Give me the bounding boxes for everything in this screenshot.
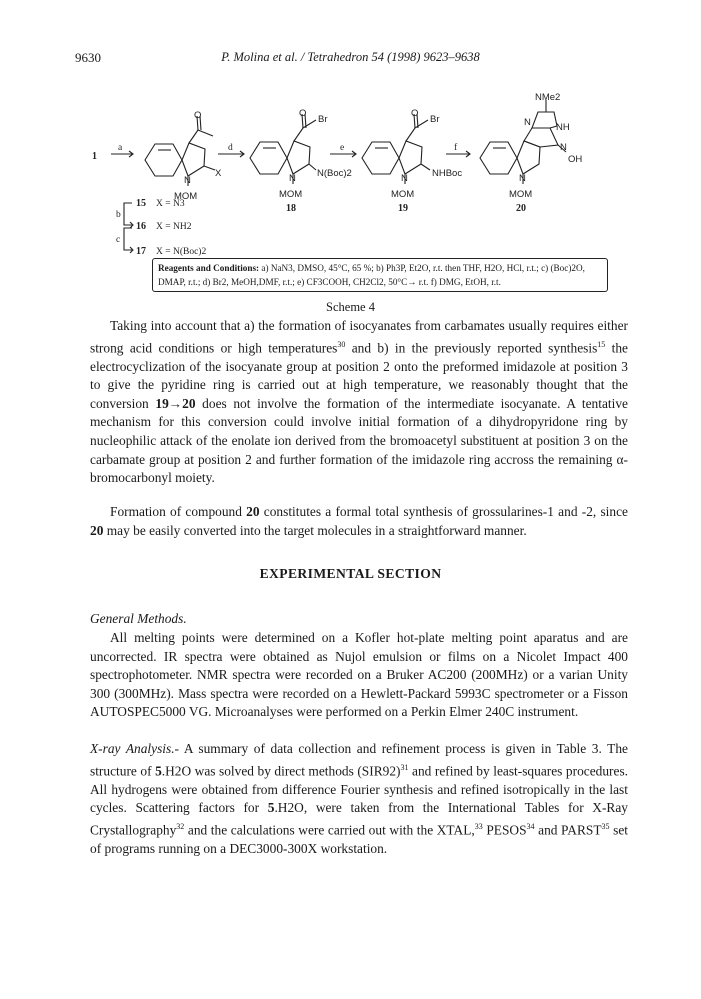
atom-label: MOM — [174, 191, 198, 202]
atom-label: N — [184, 175, 191, 186]
atom-label: MOM — [391, 189, 415, 200]
atom-label: N — [401, 173, 408, 184]
atom-label: N — [560, 142, 567, 153]
paragraph-synthesis: Formation of compound 20 constitutes a formal total synthesis of grossularines-1 and -2, since 20 may be easily converted into the target molecules in a straightforward manner. — [90, 504, 628, 538]
atom-label: N — [289, 173, 296, 184]
compound-number-15: 15 — [136, 198, 146, 209]
atom-label: N(Boc)2 — [317, 168, 352, 179]
tetracyclic-structure-20 — [480, 100, 566, 184]
atom-label: NH — [556, 122, 570, 133]
arrow-label-f: f — [454, 143, 458, 153]
variant-16: X = NH2 — [156, 222, 192, 232]
atom-label: OH — [568, 154, 583, 165]
scheme-caption: Scheme 4 — [326, 300, 375, 314]
atom-label: N — [519, 173, 526, 184]
variant-17: X = N(Boc)2 — [156, 247, 207, 257]
atom-label: NMe2 — [535, 92, 561, 103]
indole-structure-18 — [250, 114, 316, 184]
section-heading: EXPERIMENTAL SECTION — [259, 566, 442, 581]
atom-label: O — [194, 110, 202, 121]
atom-label: N — [524, 117, 531, 128]
atom-label: X — [215, 168, 222, 179]
page-number: 9630 — [75, 50, 101, 65]
indole-structure-15 — [145, 116, 215, 186]
conditions-label: Reagents and Conditions: — [158, 263, 260, 273]
atom-label: MOM — [279, 189, 303, 200]
indole-structure-19 — [362, 114, 430, 184]
compound-number-19: 19 — [398, 203, 408, 214]
atom-label: MOM — [509, 189, 533, 200]
general-methods-text: All melting points were determined on a Kofler hot-plate melting point aparatus and are uncorrected. IR spectra were obtained as Nujol emulsion or films on a Nicolet Impact 400 spectrophotometer. NMR spectra were recorded on a Bruker AC200 (200MHz) or a varian Unity 300 (300MHz). Mass spectra were recorded on a Hewlett-Packard 5993C spectrometer or a Fisson AUTOSPEC5000 VG. Microanalyses were performed on a Perkin Elmer 240C instrument. — [90, 630, 628, 720]
arrow-label-a: a — [118, 143, 123, 153]
variant-15: X = N3 — [156, 199, 185, 209]
general-methods-title: General Methods. — [90, 611, 187, 626]
atom-label: Br — [430, 114, 440, 125]
arrow-label-e: e — [340, 143, 345, 153]
xray-analysis-paragraph: X-ray Analysis.- A summary of data collection and refinement process is given in Table 3. The structure of 5.H2O was solved by direct methods $(SIR92)^{31}$ and refined by least-squares procedures. All hydrogens were obtained from difference Fourier synthesis and refined isotropically in the last cycles. Scattering factors for 5.H2O, were taken from the International Tables for X-Ray Crystallography$^{32}$ and the calculations were carried out with the XTAL,$^{33}$ PESOS$^{34}$ and PARST$^{35}$ set of programs running on a DEC3000-300X workstation. — [90, 741, 628, 856]
arrow-label-d: d — [228, 143, 233, 153]
running-head: P. Molina et al. / Tetrahedron 54 (1998) 9623–9638 — [221, 50, 480, 64]
reagents-conditions-box — [152, 258, 608, 292]
atom-label: NHBoc — [432, 168, 463, 179]
atom-label: O — [299, 108, 307, 119]
bracket-c — [124, 228, 132, 250]
compound-number-16: 16 — [136, 221, 146, 232]
arrow-label-c: c — [116, 235, 121, 245]
paragraph-mechanism: Taking into account that a) the formation of isocyanates from carbamates usually requires either strong acid conditions or high temperatures$^{30}$ and b) in the previously reported synthesis$^{15}$ the electrocyclization of the isocyanate group at position 2 onto the preformed imidazole at position 3 to give the pyridine ring is carried out at high temperature, we reasonably thought that the conversion 19→20 does not involve the formation of the intermediate isocyanate. A tentative mechanism for this conversion could involve initial formation of a dihydropyridone ring by nucleophilic attack of the enolate ion derived from the bromoacetyl substituent at position 3 on the carbamate group at position 2 and further formation of the imidazole ring accross the remaining α-bromocarbonyl moiety. — [90, 318, 628, 486]
atom-label: O — [411, 108, 419, 119]
compound-number-20: 20 — [516, 203, 526, 214]
compound-number-18: 18 — [286, 203, 296, 214]
conditions-text: a) NaN3, DMSO, 45°C, 65 %; b) Ph3P, Et2O, r.t. then THF, H2O, HCl, r.t.; c) (Boc)2O, DMAP, r.t.; d) Br2, MeOH,DMF, r.t.; e) CF3COOH, CH2Cl2, 50°C→ r.t. f) DMG, EtOH, r.t. — [158, 263, 585, 287]
arrow-label-b: b — [116, 210, 121, 220]
start-compound-label: 1 — [92, 151, 97, 162]
compound-number-17: 17 — [136, 246, 146, 257]
atom-label: Br — [318, 114, 328, 125]
bracket-b — [124, 203, 132, 225]
